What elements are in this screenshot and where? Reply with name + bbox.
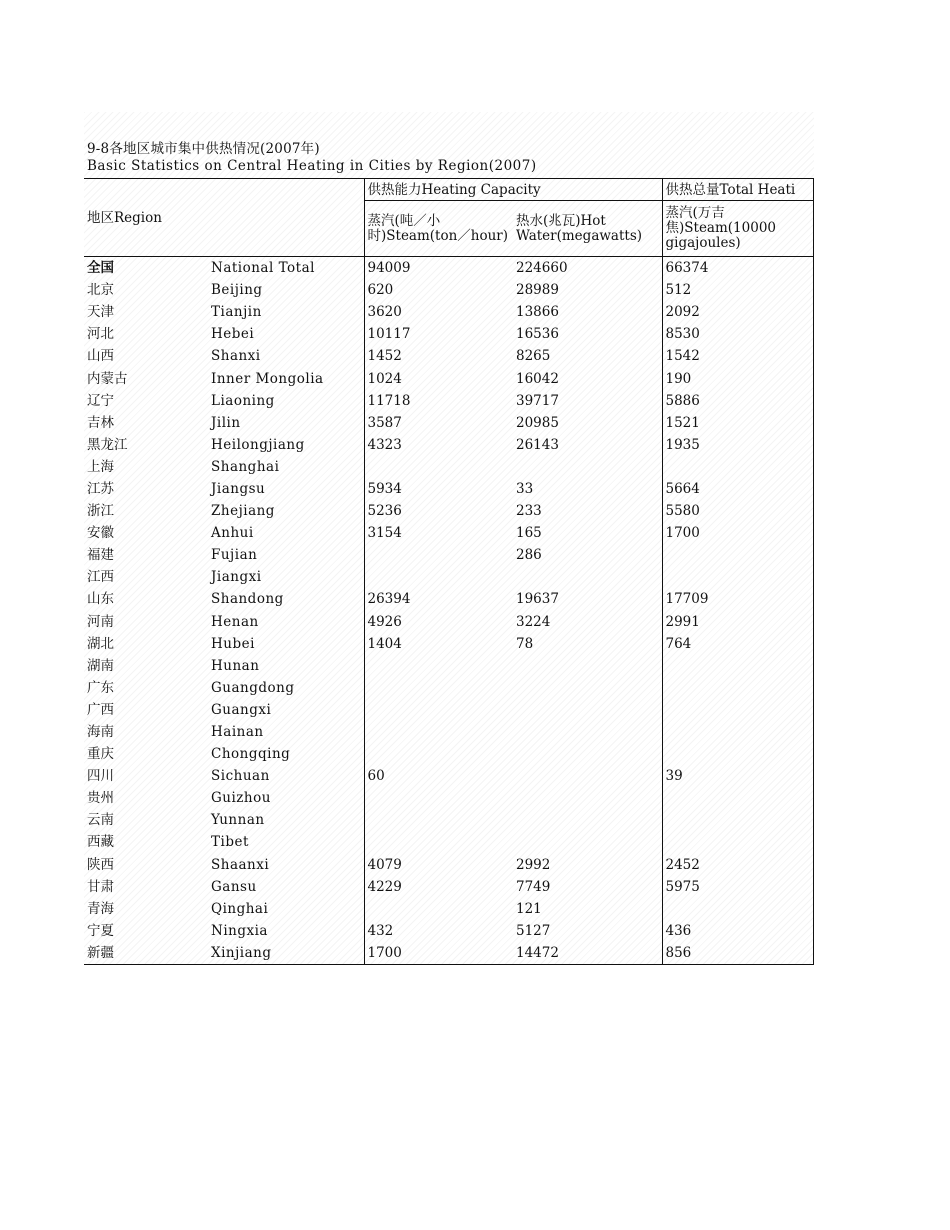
steam-capacity-value: 1404 [364,633,513,655]
steam-total-value: 764 [662,633,813,655]
table-row [84,721,813,743]
region-name-en: Gansu [211,878,257,895]
table-row [84,699,813,721]
steam-capacity-value: 26394 [364,588,513,610]
steam-capacity-value [364,743,513,765]
steam-capacity-value: 11718 [364,390,513,412]
steam-total-value: 5580 [662,500,813,522]
table-row [84,588,813,610]
table-row [84,544,813,566]
table-title-chinese: 9-8各地区城市集中供热情况(2007年) [87,141,320,157]
region-name-en: Shanghai [211,458,280,475]
header-region: 地区Region [84,179,364,257]
region-name-en: Hunan [211,657,260,674]
table-row [84,412,813,434]
region-name-en: Guizhou [211,790,271,807]
region-name-en: Qinghai [211,900,269,917]
region-name-en: Shandong [211,591,284,608]
hotwater-capacity-value: 3224 [516,613,551,630]
region-name-cn: 陕西 [87,856,114,873]
region-name-en: Fujian [211,547,258,564]
table-row [84,500,813,522]
steam-capacity-value [364,456,513,478]
steam-total-value: 17709 [662,588,813,610]
region-name-cn: 河北 [87,326,114,343]
region-name-en: Shaanxi [211,856,270,873]
table-row [84,831,813,853]
region-name-cn: 浙江 [87,503,114,520]
region-name-cn: 山东 [87,591,114,608]
region-name-cn: 宁夏 [87,922,114,939]
hotwater-capacity-value: 224660 [516,260,568,277]
region-name-en: Ningxia [211,922,268,939]
steam-total-value [662,544,813,566]
steam-capacity-value: 60 [364,765,513,787]
steam-capacity-value [364,566,513,588]
steam-capacity-value [364,677,513,699]
steam-total-value: 2092 [662,301,813,323]
region-name-cn: 天津 [87,304,114,321]
table-row [84,655,813,677]
region-name-en: Jiangxi [211,569,262,586]
region-name-cn: 海南 [87,724,114,741]
hotwater-capacity-value: 8265 [516,348,551,365]
steam-total-value [662,787,813,809]
header-steam-capacity: 蒸汽(吨／小时)Steam(ton／hour) [364,201,513,257]
header-total-heating: 供热总量Total Heati [662,179,813,201]
steam-total-value [662,898,813,920]
steam-total-value: 5886 [662,390,813,412]
steam-total-value [662,456,813,478]
steam-capacity-value: 5236 [364,500,513,522]
region-name-cn: 湖北 [87,635,114,652]
region-name-en: Heilongjiang [211,436,305,453]
region-name-cn: 福建 [87,547,114,564]
region-name-cn: 河南 [87,613,114,630]
region-name-en: Guangxi [211,701,272,718]
hotwater-capacity-value [513,765,662,787]
steam-total-value: 5664 [662,478,813,500]
table-row [84,809,813,831]
hotwater-capacity-value: 165 [516,525,542,542]
table-row [84,787,813,809]
region-name-en: Jilin [211,414,241,431]
region-name-cn: 安徽 [87,525,114,542]
steam-total-value [662,699,813,721]
hotwater-capacity-value: 121 [516,900,542,917]
steam-total-value: 512 [662,279,813,301]
hotwater-capacity-value: 16536 [516,326,559,343]
region-name-cn: 辽宁 [87,392,114,409]
steam-capacity-value [364,699,513,721]
region-name-cn: 上海 [87,458,114,475]
region-name-cn: 重庆 [87,746,114,763]
steam-capacity-value [364,831,513,853]
region-name-cn: 山西 [87,348,114,365]
steam-capacity-value: 10117 [364,323,513,345]
table-body [84,257,813,965]
region-name-en: Tibet [211,834,249,851]
region-name-cn: 全国 [87,260,114,277]
table-row [84,367,813,389]
steam-total-value: 2991 [662,611,813,633]
steam-total-value [662,566,813,588]
steam-total-value: 66374 [662,257,813,280]
steam-capacity-value: 1452 [364,345,513,367]
steam-total-value: 190 [662,367,813,389]
steam-total-value: 8530 [662,323,813,345]
region-name-en: Guangdong [211,679,295,696]
table-row [84,434,813,456]
hotwater-capacity-value: 7749 [516,878,551,895]
region-name-cn: 吉林 [87,414,114,431]
steam-capacity-value: 4323 [364,434,513,456]
hotwater-capacity-value: 28989 [516,282,559,299]
region-name-en: National Total [211,260,315,277]
hotwater-capacity-value [513,566,662,588]
region-name-en: Chongqing [211,746,291,763]
spreadsheet-sheet [84,112,814,964]
region-name-cn: 内蒙古 [87,370,128,387]
hotwater-capacity-value [513,831,662,853]
steam-capacity-value: 1024 [364,367,513,389]
hotwater-capacity-value [513,743,662,765]
table-row [84,279,813,301]
table-row [84,257,813,280]
region-name-cn: 西藏 [87,834,114,851]
table-row [84,633,813,655]
region-name-en: Yunnan [211,812,265,829]
steam-capacity-value [364,898,513,920]
region-name-cn: 江西 [87,569,114,586]
steam-total-value: 436 [662,920,813,942]
steam-total-value: 5975 [662,876,813,898]
table-row [84,765,813,787]
region-name-cn: 湖南 [87,657,114,674]
region-name-en: Shanxi [211,348,261,365]
hotwater-capacity-value: 233 [516,503,542,520]
region-name-en: Inner Mongolia [211,370,324,387]
hotwater-capacity-value [513,809,662,831]
table-title-english: Basic Statistics on Central Heating in Cities by Region(2007) [87,158,537,174]
table-row [84,390,813,412]
region-name-en: Liaoning [211,392,275,409]
hotwater-capacity-value [513,677,662,699]
region-name-en: Sichuan [211,768,270,785]
table-row [84,345,813,367]
header-steam-total: 蒸汽(万吉焦)Steam(10000 gigajoules) [662,201,813,257]
region-name-en: Tianjin [211,304,262,321]
steam-total-value [662,721,813,743]
region-name-en: Jiangsu [211,480,266,497]
table-row [84,920,813,942]
table-row [84,854,813,876]
steam-total-value: 1935 [662,434,813,456]
steam-capacity-value: 432 [364,920,513,942]
region-name-cn: 四川 [87,768,114,785]
region-name-cn: 青海 [87,900,114,917]
table-row [84,566,813,588]
hotwater-capacity-value [513,787,662,809]
hotwater-capacity-value: 16042 [516,370,559,387]
table-row [84,743,813,765]
hotwater-capacity-value [513,655,662,677]
region-name-en: Henan [211,613,259,630]
steam-total-value [662,831,813,853]
region-name-en: Beijing [211,282,263,299]
region-name-en: Zhejiang [211,503,275,520]
table-row [84,301,813,323]
region-name-en: Hebei [211,326,255,343]
header-hotwater-capacity: 热水(兆瓦)Hot Water(megawatts) [513,201,662,257]
table-row [84,478,813,500]
steam-total-value [662,677,813,699]
region-name-en: Xinjiang [208,942,364,965]
steam-capacity-value: 94009 [364,257,513,280]
table-row [84,898,813,920]
steam-total-value: 2452 [662,854,813,876]
hotwater-capacity-value: 14472 [513,942,662,965]
steam-capacity-value: 4926 [364,611,513,633]
region-name-cn: 甘肃 [87,878,114,895]
region-name-en: Anhui [211,525,254,542]
steam-total-value [662,655,813,677]
region-name-cn: 广西 [87,701,114,718]
steam-capacity-value [364,655,513,677]
hotwater-capacity-value [513,699,662,721]
hotwater-capacity-value: 19637 [516,591,559,608]
header-heating-capacity: 供热能力Heating Capacity [364,179,662,201]
steam-total-value: 1521 [662,412,813,434]
table-row [84,456,813,478]
steam-total-value: 1700 [662,522,813,544]
hotwater-capacity-value: 5127 [516,922,551,939]
region-name-en: Hainan [211,724,264,741]
region-name-cn: 北京 [87,282,114,299]
hotwater-capacity-value: 78 [516,635,534,652]
hotwater-capacity-value: 2992 [516,856,551,873]
steam-capacity-value: 3587 [364,412,513,434]
region-name-cn: 黑龙江 [87,436,128,453]
region-name-cn: 云南 [87,812,114,829]
hotwater-capacity-value: 20985 [516,414,559,431]
table-row [84,611,813,633]
hotwater-capacity-value: 26143 [516,436,559,453]
region-name-en: Hubei [211,635,255,652]
hotwater-capacity-value: 13866 [516,304,559,321]
steam-total-value: 39 [662,765,813,787]
steam-total-value: 1542 [662,345,813,367]
steam-capacity-value [364,544,513,566]
table-row [84,323,813,345]
steam-capacity-value [364,721,513,743]
steam-capacity-value: 1700 [364,942,513,965]
steam-capacity-value: 620 [364,279,513,301]
table-row [84,677,813,699]
table-row [84,876,813,898]
steam-capacity-value [364,809,513,831]
steam-total-value: 856 [662,942,813,965]
table-row [84,942,813,965]
hotwater-capacity-value [513,456,662,478]
region-name-cn: 新疆 [84,942,208,965]
steam-capacity-value: 3620 [364,301,513,323]
region-name-cn: 广东 [87,679,114,696]
hotwater-capacity-value: 39717 [516,392,559,409]
region-name-cn: 江苏 [87,480,114,497]
steam-capacity-value: 4079 [364,854,513,876]
region-name-cn: 贵州 [87,790,114,807]
steam-capacity-value: 5934 [364,478,513,500]
steam-capacity-value: 3154 [364,522,513,544]
steam-total-value [662,743,813,765]
steam-capacity-value: 4229 [364,876,513,898]
hotwater-capacity-value [513,721,662,743]
heating-statistics-table [84,178,814,965]
hotwater-capacity-value: 286 [516,547,542,564]
hotwater-capacity-value: 33 [516,480,534,497]
steam-total-value [662,809,813,831]
steam-capacity-value [364,787,513,809]
table-row [84,522,813,544]
